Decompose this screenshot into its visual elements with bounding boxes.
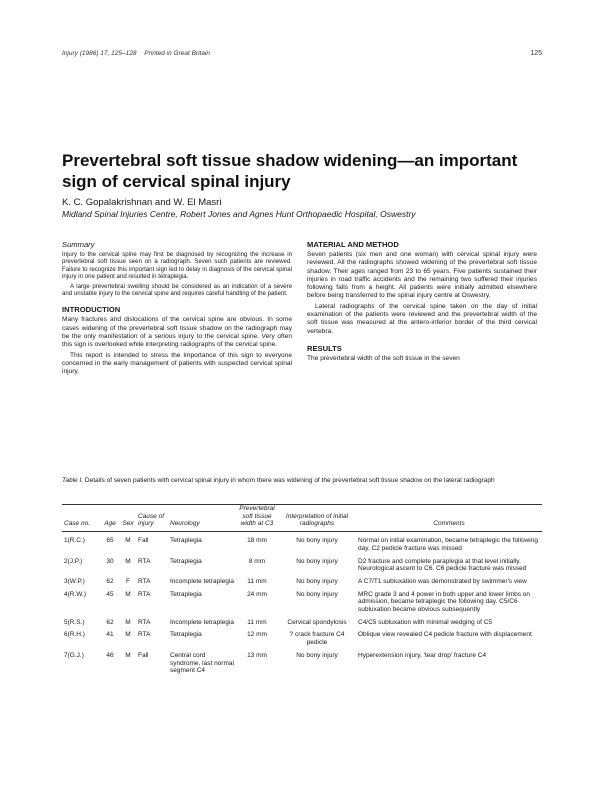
cell-comments: A C7/T1 subluxation was demonstrated by swimmer's view xyxy=(358,577,527,585)
cell-interpretation: No bony injury xyxy=(296,577,338,585)
article-title: Prevertebral soft tissue shadow widening—an important sign of cervical spinal injury xyxy=(62,151,518,191)
cell-comments: MRC grade 3 and 4 power in both upper and lower limbs on admission, became tetraplegic the following day. C5/C6 subluxation became obvious subsequently xyxy=(358,590,530,614)
materials-paragraph: Seven patients (six men and one woman) with cervical spinal injury were reviewed. All the radiographs showed widening of the prevertebral soft tissue shadow. Their ages ranged from 23 to 65 years. Five patients sustained their injuries in road traffic accidents and the remaining two suffered their injuries following falls from a height. All patients were initially admitted elsewhere before being transferred to the spinal injury centre at Oswestry. xyxy=(307,251,537,300)
cell-case: 6(R.H.) xyxy=(64,631,85,639)
cell-cause: Fall xyxy=(138,651,149,659)
cell-interpretation: ? crack fracture C4 pedicle xyxy=(289,631,345,647)
cell-cause: RTA xyxy=(138,631,151,639)
journal-citation: Injury (1986) 17, 125–128 xyxy=(62,50,137,57)
cell-sex: M xyxy=(125,537,131,545)
table-label: Table I. xyxy=(62,477,84,484)
cell-width: 11 mm xyxy=(247,577,267,585)
cell-age: 41 xyxy=(106,631,114,639)
cell-width: 12 mm xyxy=(247,631,267,639)
patient-table xyxy=(62,504,542,675)
results-heading: RESULTS xyxy=(307,343,342,353)
right-column xyxy=(307,240,537,365)
header-cause: Cause of injury xyxy=(136,505,168,532)
cell-case: 5(R.S.) xyxy=(64,618,85,626)
summary-paragraph: Injury to the cervical spine may first be diagnosed by recognizing the increase in prevertebral soft tissue seen on a radiograph. Seven such patients are reviewed. Failure to recognize this important sign led to delay in diagnosis of the cervical spinal injury in one patient and resulted in tetraplegia. xyxy=(62,251,292,281)
results-paragraph: The prevertebral width of the soft tissue in the seven xyxy=(307,354,460,362)
cell-age: 62 xyxy=(106,577,114,585)
affiliation: Midland Spinal Injuries Centre, Robert Jones and Agnes Hunt Orthopaedic Hospital, Oswestry xyxy=(62,209,416,219)
table-row xyxy=(62,626,542,646)
table-body xyxy=(62,532,542,675)
table-row xyxy=(62,532,542,553)
introduction-heading: INTRODUCTION xyxy=(62,305,121,315)
cell-width: 24 mm xyxy=(247,590,267,598)
summary-section xyxy=(62,240,292,297)
table-caption xyxy=(62,477,542,485)
cell-comments: Hyperextension injury, 'tear drop' fracture C4 xyxy=(358,651,487,659)
cell-case: 4(R.W.) xyxy=(64,590,87,598)
cell-age: 45 xyxy=(106,590,114,598)
cell-interpretation: No bony injury xyxy=(296,537,338,545)
cell-sex: F xyxy=(126,577,130,585)
cell-neurology: Tetraplegia xyxy=(170,557,202,565)
cell-age: 62 xyxy=(106,618,114,626)
cell-cause: Fall xyxy=(138,537,149,545)
cell-neurology: Incomplete tetraplegia xyxy=(170,618,234,626)
cell-comments: Normal on initial examination, became tetraplegic the following day. C2 pedicle fracture was missed xyxy=(358,537,538,552)
cell-sex: M xyxy=(125,557,131,565)
materials-heading: MATERIAL AND METHOD xyxy=(307,240,399,249)
cell-interpretation: No bony injury xyxy=(296,590,338,598)
cell-interpretation: No bony injury xyxy=(296,557,338,565)
cell-age: 46 xyxy=(106,651,114,659)
introduction-paragraph: This report is intended to stress the importance of this sign to everyone concerned in the early management of patients with suspected cervical spinal injury. xyxy=(62,351,292,376)
introduction-paragraph: Many fractures and dislocations of the cervical spine are obvious. In some cases widening of the prevertebral soft tissue shadow on the radiograph may be the only manifestation of a serious injury to the cervical spine. Very often this sign is overlooked while interpreting radiographs of the cervical spine. xyxy=(62,316,292,349)
cell-cause: RTA xyxy=(138,618,151,626)
table-caption-text: Details of seven patients with cervical spinal injury in whom there was widening of the prevertebral soft tissue shadow on the lateral radiograph xyxy=(84,477,495,484)
cell-case: 2(J.P.) xyxy=(64,557,83,565)
cell-sex: M xyxy=(125,618,131,626)
patient-table-wrap xyxy=(62,504,542,675)
cell-interpretation: Cervical spondylosis xyxy=(287,618,347,626)
cell-age: 30 xyxy=(106,557,114,565)
page-number: 125 xyxy=(530,50,542,57)
cell-interpretation: No bony injury xyxy=(296,651,338,659)
header-case: Case no. xyxy=(62,505,100,532)
materials-paragraph: Lateral radiographs of the cervical spine taken on the day of initial examination of the patients were reviewed and the prevertebral width of the soft tissue was measured at the antero-inferior border of the third cervical vertebra. xyxy=(307,302,537,335)
table-row xyxy=(62,553,542,573)
cell-width: 8 mm xyxy=(248,557,266,565)
table-header-row xyxy=(62,505,542,532)
printed-in: Printed in Great Britain xyxy=(144,50,211,57)
cell-width: 13 mm xyxy=(247,651,267,659)
header-width: Prevertebral soft tissue width at C3 xyxy=(236,505,278,532)
running-head xyxy=(62,50,542,57)
cell-case: 3(W.P.) xyxy=(64,577,85,585)
cell-sex: M xyxy=(125,590,131,598)
header-neurology: Neurology xyxy=(168,505,236,532)
table-row xyxy=(62,586,542,614)
left-column xyxy=(62,240,292,379)
header-comments: Comments xyxy=(356,505,542,532)
cell-sex: M xyxy=(125,651,131,659)
cell-neurology: Tetraplegia xyxy=(170,590,202,598)
cell-comments: C4/C5 subluxation with minimal wedging of C5 xyxy=(358,618,493,626)
summary-paragraph: A large prevertebral swelling should be considered as an indication of a severe and unstable injury to the cervical spine and requires careful handling of the patient. xyxy=(62,282,292,298)
cell-case: 7(G.J.) xyxy=(64,651,84,659)
cell-cause: RTA xyxy=(138,577,151,585)
cell-width: 11 mm xyxy=(247,618,267,626)
cell-comments: D2 fracture and complete paraplegia at that level initially. Neurological ascent to C6. C6 pedicle fracture was missed xyxy=(358,557,527,573)
cell-age: 65 xyxy=(106,537,114,545)
header-age: Age xyxy=(100,505,120,532)
cell-cause: RTA xyxy=(138,557,151,565)
authors: K. C. Gopalakrishnan and W. El Masri xyxy=(62,197,222,208)
table-row xyxy=(62,614,542,627)
cell-width: 18 mm xyxy=(247,537,267,545)
cell-case: 1(R.C.) xyxy=(64,537,85,545)
cell-comments: Oblique view revealed C4 pedicle fracture with displacement xyxy=(358,631,532,639)
table-row xyxy=(62,647,542,675)
header-interpretation: Interpretation of initial radiographs xyxy=(278,505,356,532)
cell-cause: RTA xyxy=(138,590,151,598)
cell-neurology: Tetraplegia xyxy=(170,631,202,639)
cell-neurology: Tetraplegia xyxy=(170,537,202,545)
table-row xyxy=(62,573,542,586)
header-sex: Sex xyxy=(120,505,136,532)
cell-neurology: Incomplete tetraplegia xyxy=(170,577,234,585)
cell-neurology: Central cord syndrome, last normal segment C4 xyxy=(170,651,234,675)
cell-sex: M xyxy=(125,631,131,639)
summary-heading: Summary xyxy=(62,240,95,249)
